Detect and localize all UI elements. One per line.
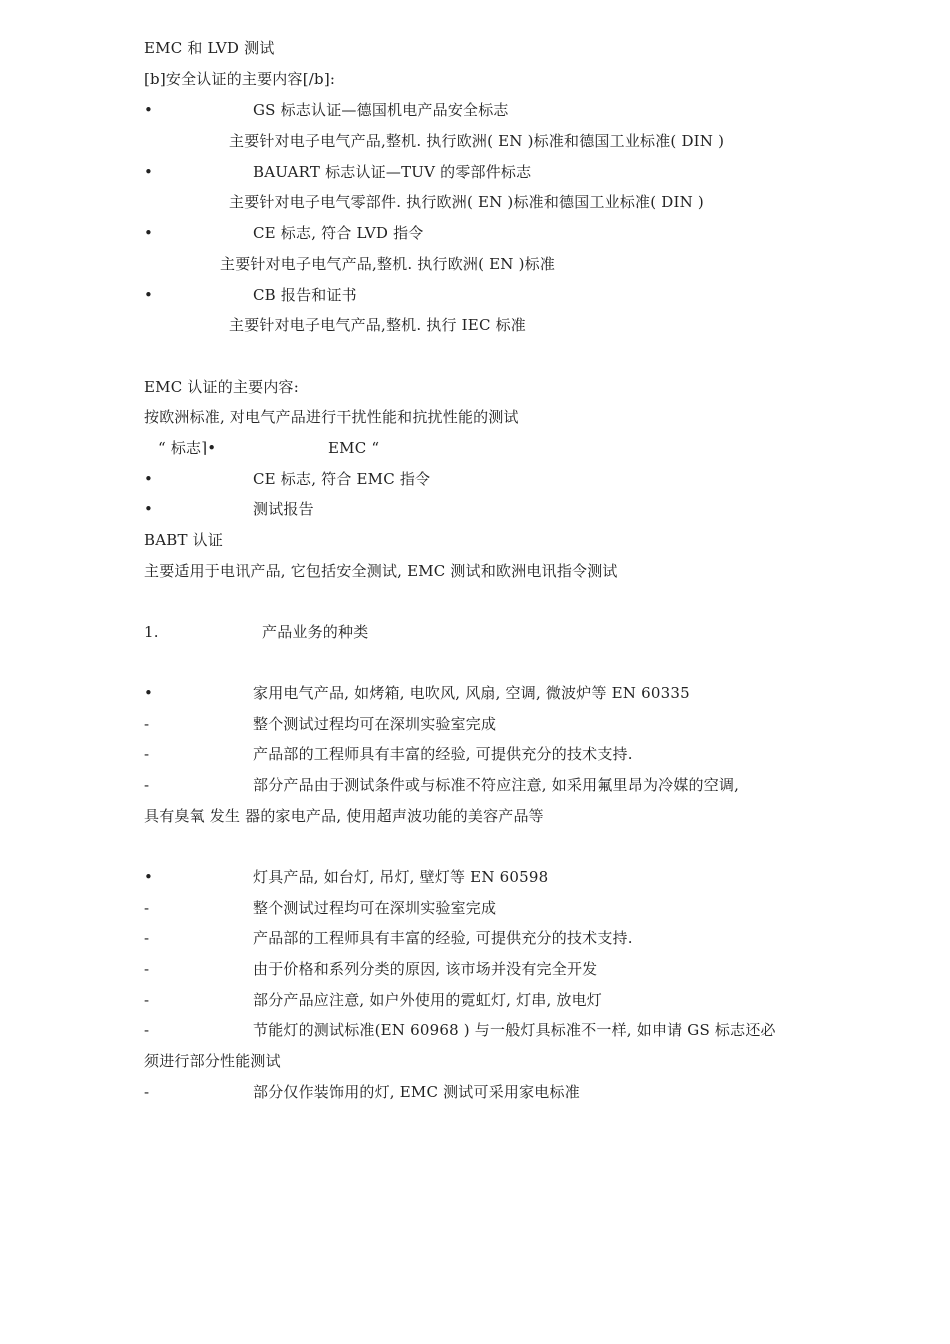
dash-marker: - <box>144 715 150 733</box>
bauart-mark-detail: 主要针对电子电气零部件. 执行欧洲( EN )标准和德国工业标准( DIN ) <box>229 193 704 211</box>
gs-mark-detail: 主要针对电子电气产品,整机. 执行欧洲( EN )标准和德国工业标准( DIN ) <box>229 132 725 150</box>
bullet-marker: • <box>144 684 154 702</box>
dash-marker: - <box>144 991 150 1009</box>
appliance-item: 产品部的工程师具有丰富的经验, 可提供充分的技术支持. <box>253 745 633 763</box>
dash-marker: - <box>144 745 150 763</box>
cb-report-detail: 主要针对电子电气产品,整机. 执行 IEC 标准 <box>229 316 526 334</box>
ce-emc-item: CE 标志, 符合 EMC 指令 <box>253 470 431 488</box>
dash-marker: - <box>144 929 150 947</box>
babt-description: 主要适用于电讯产品, 它包括安全测试, EMC 测试和欧洲电讯指令测试 <box>144 562 618 580</box>
babt-title: BABT 认证 <box>144 531 224 549</box>
lighting-item: 整个测试过程均可在深圳实验室完成 <box>253 899 497 917</box>
safety-section-title: [b]安全认证的主要内容[/b]: <box>144 70 336 88</box>
dash-marker: - <box>144 960 150 978</box>
ce-lvd-detail: 主要针对电子电气产品,整机. 执行欧洲( EN )标准 <box>220 255 556 273</box>
bauart-mark-title: BAUART 标志认证—TUV 的零部件标志 <box>253 163 532 181</box>
lighting-item: 产品部的工程师具有丰富的经验, 可提供充分的技术支持. <box>253 929 633 947</box>
dash-marker: - <box>144 899 150 917</box>
appliance-item-wrap: 具有臭氧 发生 器的家电产品, 使用超声波功能的美容产品等 <box>144 807 544 825</box>
cb-report-title: CB 报告和证书 <box>253 286 357 304</box>
lighting-item: 由于价格和系列分类的原因, 该市场并没有完全开发 <box>253 960 598 978</box>
appliance-item: 部分产品由于测试条件或与标准不符应注意, 如采用氟里昂为冷媒的空调, <box>253 776 740 794</box>
bullet-marker: • <box>144 470 154 488</box>
gs-mark-title: GS 标志认证—德国机电产品安全标志 <box>253 101 509 119</box>
lighting-item-wrap: 须进行部分性能测试 <box>144 1052 281 1070</box>
bullet-marker: • <box>144 286 154 304</box>
emc-mark-line: “ 标志⌉• <box>158 439 217 457</box>
appliance-title: 家用电气产品, 如烤箱, 电吹风, 风扇, 空调, 微波炉等 EN 60335 <box>253 684 690 702</box>
lighting-item: 部分仅作装饰用的灯, EMC 测试可采用家电标准 <box>253 1083 580 1101</box>
emc-mark-tail: EMC “ <box>328 439 380 457</box>
dash-marker: - <box>144 1083 150 1101</box>
emc-description: 按欧洲标准, 对电气产品进行干扰性能和抗扰性能的测试 <box>144 408 519 426</box>
dash-marker: - <box>144 1021 150 1039</box>
bullet-marker: • <box>144 163 154 181</box>
ce-lvd-title: CE 标志, 符合 LVD 指令 <box>253 224 424 242</box>
section-number: 1. <box>144 623 159 641</box>
emc-section-title: EMC 认证的主要内容: <box>144 378 300 396</box>
bullet-marker: • <box>144 101 154 119</box>
bullet-marker: • <box>144 500 154 518</box>
appliance-item: 整个测试过程均可在深圳实验室完成 <box>253 715 497 733</box>
lighting-title: 灯具产品, 如台灯, 吊灯, 壁灯等 EN 60598 <box>253 868 549 886</box>
dash-marker: - <box>144 776 150 794</box>
document-heading: EMC 和 LVD 测试 <box>144 39 275 57</box>
lighting-item: 部分产品应注意, 如户外使用的霓虹灯, 灯串, 放电灯 <box>253 991 603 1009</box>
bullet-marker: • <box>144 224 154 242</box>
lighting-item: 节能灯的测试标准(EN 60968 ) 与一般灯具标准不一样, 如申请 GS 标志还必 <box>253 1021 776 1039</box>
bullet-marker: • <box>144 868 154 886</box>
section-title: 产品业务的种类 <box>262 623 369 641</box>
test-report-item: 测试报告 <box>253 500 314 518</box>
